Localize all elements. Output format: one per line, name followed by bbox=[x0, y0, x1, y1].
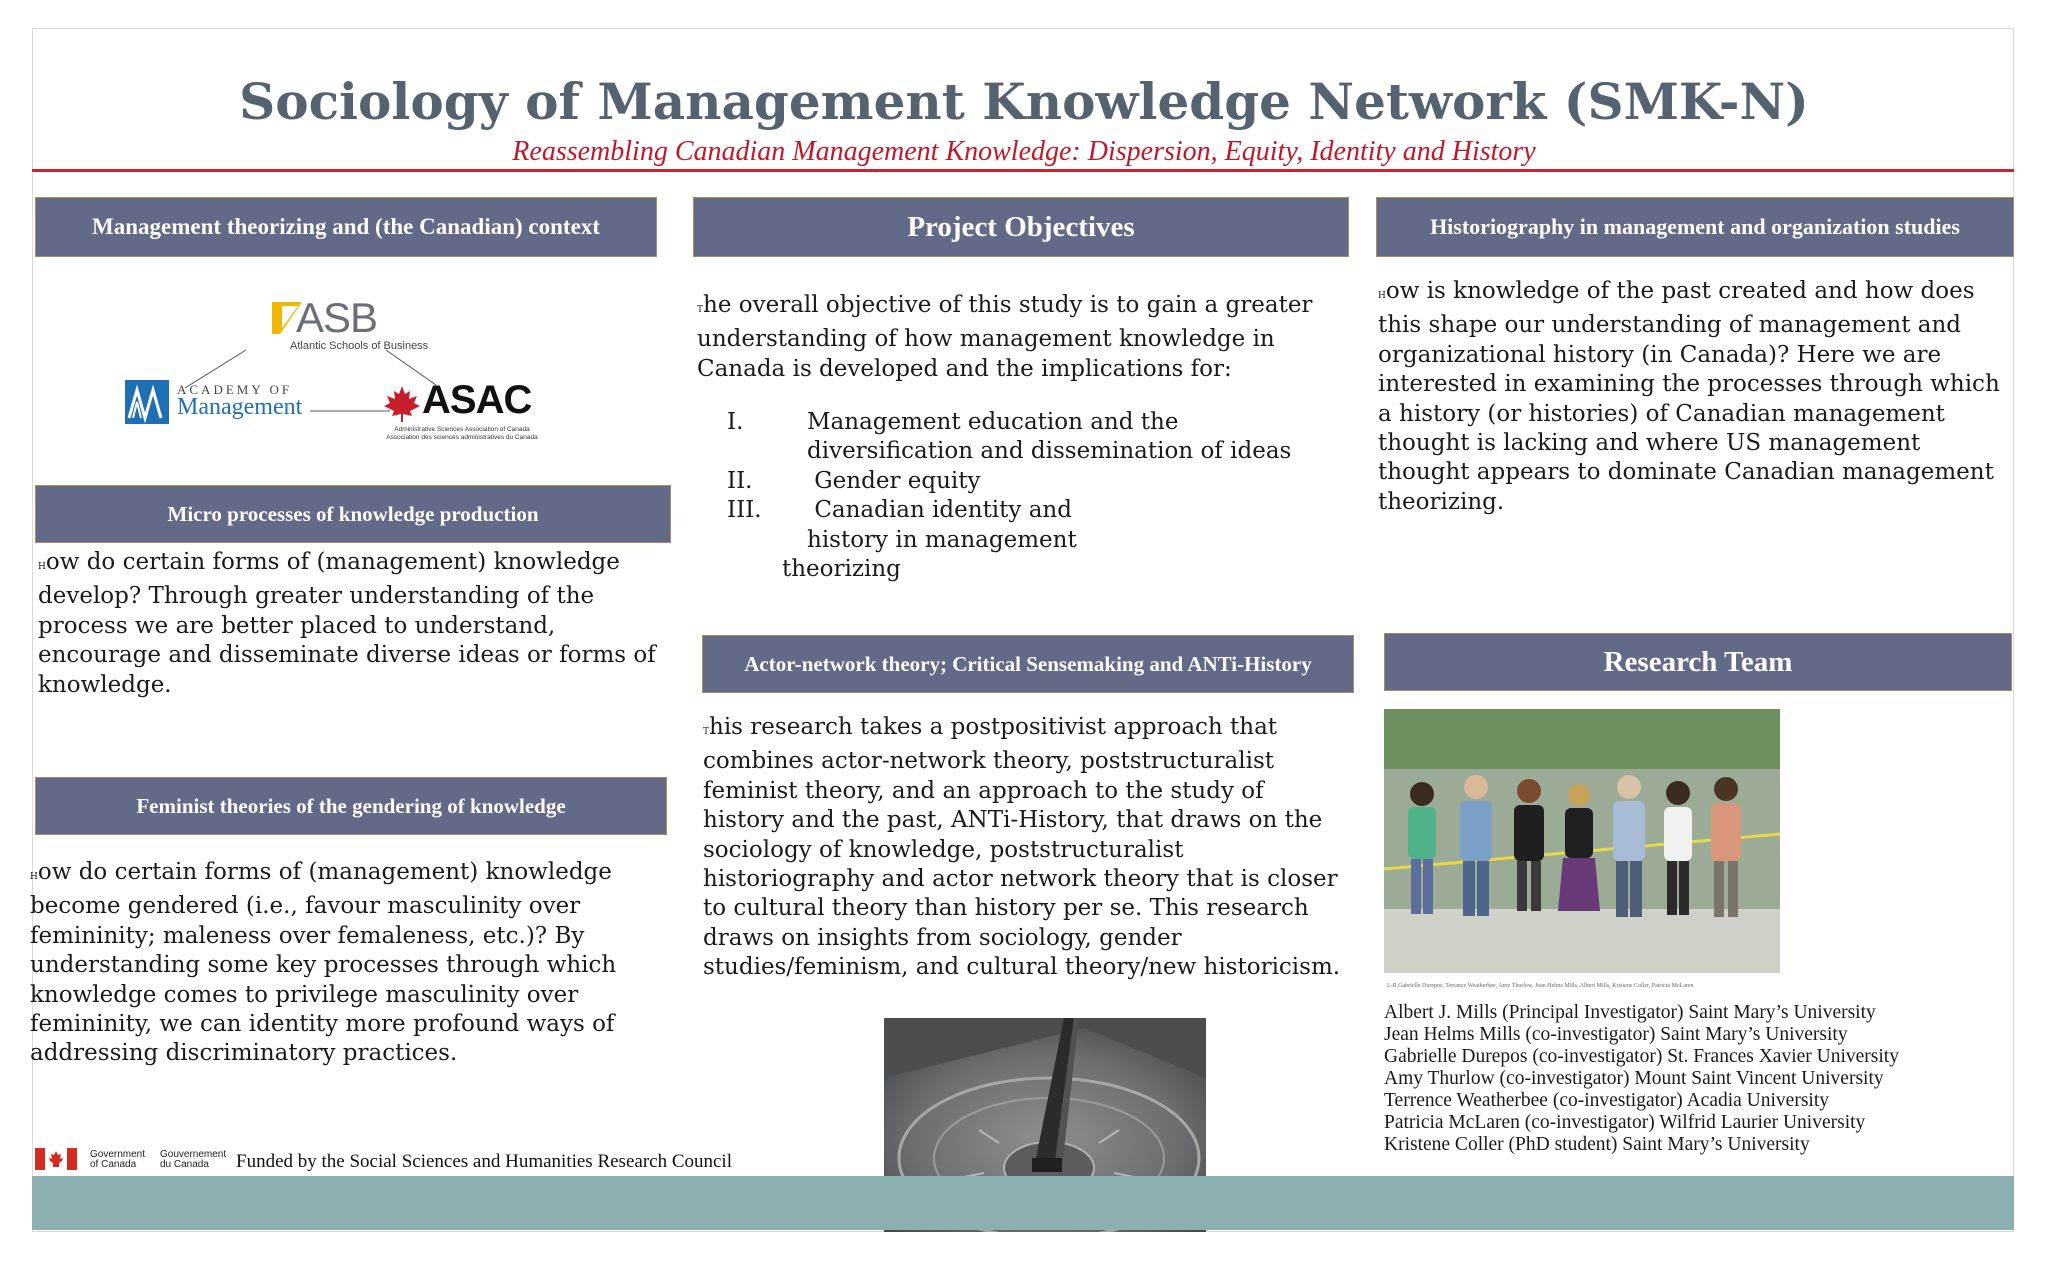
actor-network-theory-text: his research takes a postpositivist approach that combines actor-network theory, poststructuralist feminist theory, and an approach to the study of history and the past, ANTi-History, that draws on the sociology of knowledge, poststructuralist historiography and actor network theory that is closer to cultural theory than history per se. This research draws on insights from sociology, gender studies/feminism, and cultural theory/new historicism. bbox=[703, 714, 1341, 981]
title-divider bbox=[32, 169, 2014, 172]
project-objectives-heading-text: Project Objectives bbox=[907, 210, 1135, 243]
historiography-dropcap: H bbox=[1378, 291, 1386, 301]
project-objectives-heading bbox=[693, 197, 1349, 257]
asb-logo-icon bbox=[268, 294, 429, 352]
footer-band bbox=[32, 1176, 2014, 1230]
team-member: Albert J. Mills (Principal Investigator) Saint Mary’s University bbox=[1384, 1002, 1876, 1023]
canada-flag-icon bbox=[35, 1148, 77, 1170]
ant-dropcap: T bbox=[703, 727, 710, 737]
aom-logo-bottom-text: Management bbox=[177, 394, 303, 420]
poster-title: Sociology of Management Knowledge Network (SMK-N) bbox=[239, 72, 1809, 131]
asac-maple-leaf-icon bbox=[382, 384, 422, 424]
objective-number: III. bbox=[727, 497, 762, 524]
asac-logo-line1: Administrative Sciences Association of Canada bbox=[394, 426, 530, 433]
team-member: Patricia McLaren (co-investigator) Wilfrid Laurier University bbox=[1384, 1112, 1866, 1133]
government-of-canada-fr bbox=[160, 1150, 226, 1170]
research-team-heading-text: Research Team bbox=[1603, 645, 1793, 678]
asac-logo-icon bbox=[382, 380, 542, 448]
historiography-heading bbox=[1376, 197, 2014, 257]
context-heading bbox=[35, 197, 657, 257]
research-team-heading bbox=[1384, 633, 2012, 691]
context-heading-text: Management theorizing and (the Canadian) context bbox=[92, 214, 600, 239]
micro-processes-text: ow do certain forms of (management) knowledge develop? Through greater understanding of the process we are better placed to understand, encourage and disseminate diverse ideas or forms of knowledge. bbox=[38, 549, 656, 698]
actor-network-theory-heading bbox=[702, 635, 1354, 693]
objective-number: I. bbox=[727, 409, 744, 435]
research-team-photo bbox=[1384, 709, 1780, 973]
objective-number: II. bbox=[727, 467, 753, 494]
team-member: Amy Thurlow (co-investigator) Mount Saint Vincent University bbox=[1384, 1068, 1884, 1089]
academy-of-management-logo-icon bbox=[125, 380, 315, 428]
funding-statement: Funded by the Social Sciences and Humanities Research Council bbox=[236, 1151, 732, 1172]
team-member: Gabrielle Durepos (co-investigator) St. Frances Xavier University bbox=[1384, 1046, 1899, 1067]
gov-en-line2: of Canada bbox=[90, 1159, 137, 1170]
feminist-dropcap: H bbox=[30, 872, 38, 882]
team-member: Terrence Weatherbee (co-investigator) Acadia University bbox=[1384, 1090, 1829, 1111]
objectives-intro-paragraph bbox=[697, 291, 1337, 384]
feminist-theories-heading bbox=[35, 777, 667, 835]
government-of-canada-en bbox=[90, 1150, 145, 1170]
historiography-text: ow is knowledge of the past created and how does this shape our understanding of management and organizational history (in Canada)? Here we are interested in examining the processes through which a history (or histories) of Canadian management thought is lacking and where US management thought appears to dominate Canadian management theorizing. bbox=[1378, 278, 2000, 515]
objective-text: Gender equity bbox=[807, 467, 981, 494]
asac-logo-text: ASAC bbox=[422, 378, 532, 422]
gov-en-line1: Government bbox=[90, 1149, 146, 1160]
research-team-list bbox=[1384, 1002, 2024, 1156]
historiography-paragraph bbox=[1378, 277, 2014, 517]
micro-dropcap: H bbox=[38, 562, 46, 572]
micro-processes-heading bbox=[35, 485, 671, 543]
asb-logo-tagline: Atlantic Schools of Business bbox=[290, 340, 429, 352]
poster-subtitle: Reassembling Canadian Management Knowledge: Dispersion, Equity, Identity and History bbox=[512, 136, 1536, 167]
objectives-intro-text: he overall objective of this study is to gain a greater understanding of how management knowledge in Canada is developed and the implications for: bbox=[697, 292, 1313, 382]
objective-text: Canadian identity and history in management bbox=[807, 497, 1080, 553]
aom-logo-top-text: ACADEMY OF bbox=[177, 382, 293, 397]
photo-caption: L-R Gabrielle Durepos, Terrance Weatherbee, Amy Thurlow, Jean Helms Mills, Albert Mills, Kristene Coller, Patricia McLaren bbox=[1387, 983, 1694, 989]
organizations-logo-diagram bbox=[120, 290, 540, 460]
objectives-dropcap: T bbox=[697, 305, 704, 315]
team-member: Kristene Coller (PhD student) Saint Mary’s University bbox=[1384, 1134, 1810, 1155]
asac-logo-line2: Association des sciences administratives du Canada bbox=[386, 434, 538, 441]
objectives-tail-text: theorizing bbox=[782, 556, 901, 583]
gov-fr-line1: Gouvernement bbox=[160, 1149, 227, 1160]
objective-item bbox=[697, 496, 1357, 555]
historiography-heading-text: Historiography in management and organization studies bbox=[1430, 214, 1960, 239]
objective-text: Management education and the diversification and dissemination of ideas bbox=[807, 409, 1292, 465]
feminist-theories-heading-text: Feminist theories of the gendering of knowledge bbox=[136, 793, 566, 818]
micro-processes-paragraph bbox=[38, 548, 678, 700]
gov-fr-line2: du Canada bbox=[160, 1159, 209, 1170]
feminist-theories-paragraph bbox=[30, 858, 670, 1069]
objectives-list bbox=[697, 408, 1357, 584]
actor-network-theory-paragraph bbox=[703, 713, 1343, 983]
asb-logo-text: ASB bbox=[296, 294, 378, 341]
objective-item bbox=[697, 408, 1357, 467]
feminist-theories-text: ow do certain forms of (management) knowledge become gendered (i.e., favour masculinity over femininity; maleness over femaleness, etc.)? By understanding some key processes through which knowledge comes to privilege masculinity over femininity, we can identity more profound ways of addressing discriminatory practices. bbox=[30, 859, 617, 1067]
team-member: Jean Helms Mills (co-investigator) Saint Mary’s University bbox=[1384, 1024, 1848, 1045]
actor-network-theory-heading-text: Actor-network theory; Critical Sensemaking and ANTi-History bbox=[744, 651, 1312, 676]
objective-item bbox=[697, 467, 1357, 496]
micro-processes-heading-text: Micro processes of knowledge production bbox=[167, 501, 539, 526]
